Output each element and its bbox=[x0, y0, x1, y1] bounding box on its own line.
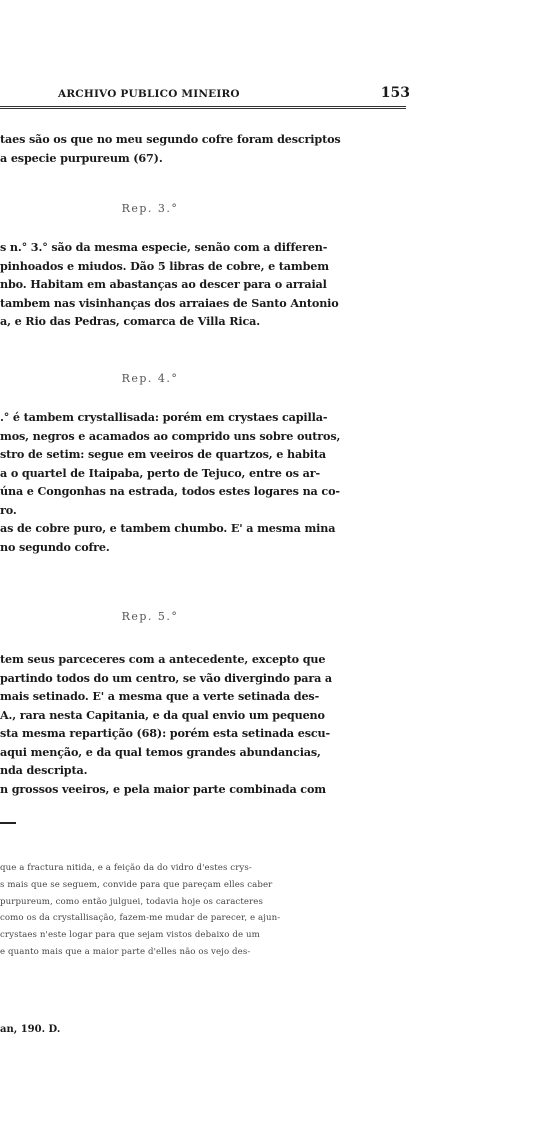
text-line: stro de setim: segue em veeiros de quartzos, e habita bbox=[0, 447, 326, 461]
text-line: A., rara nesta Capitania, e da qual envio um pequeno bbox=[0, 707, 325, 722]
running-title: ARCHIVO PUBLICO MINEIRO bbox=[58, 88, 240, 100]
text-line: no segundo cofre. bbox=[0, 539, 110, 554]
footnote-rule bbox=[0, 822, 16, 824]
footnote-block bbox=[0, 860, 410, 961]
header-rule bbox=[0, 106, 406, 109]
section-rep-4-text bbox=[0, 408, 410, 556]
section-heading-rep-5: Rep. 5.° bbox=[121, 610, 179, 623]
text-line: úna e Congonhas na estrada, todos estes logares na co- bbox=[0, 484, 340, 498]
page-number: 153 bbox=[380, 85, 410, 101]
text-line: mos, negros e acamados ao comprido uns sobre outros, bbox=[0, 428, 341, 443]
text-line: ro. bbox=[0, 502, 17, 517]
text-line: tem seus parceceres com a antecedente, excepto que bbox=[0, 652, 326, 666]
footnote-line: como os da crystallisação, fazem-me mudar de parecer, e ajun- bbox=[0, 913, 281, 924]
text-line: a o quartel de Itaipaba, perto de Tejuco, entre os ar- bbox=[0, 465, 320, 480]
section-heading-rep-4: Rep. 4.° bbox=[121, 372, 179, 385]
text-line: .° é tambem crystallisada: porém em crystaes capilla- bbox=[0, 410, 328, 424]
section-heading-rep-3: Rep. 3.° bbox=[121, 202, 179, 215]
section-rep-5-text bbox=[0, 650, 410, 798]
text-line: taes são os que no meu segundo cofre foram descriptos bbox=[0, 132, 341, 146]
text-line: partindo todos do um centro, se vão divergindo para a bbox=[0, 670, 333, 685]
text-line: aqui menção, e da qual temos grandes abundancias, bbox=[0, 744, 321, 759]
footnote-line: s mais que se seguem, convide para que pareçam elles caber bbox=[0, 879, 273, 890]
text-line: sta mesma repartição (68): porém esta setinada escu- bbox=[0, 726, 330, 740]
page-header bbox=[0, 86, 410, 106]
text-line: a especie purpureum (67). bbox=[0, 150, 163, 165]
text-line: s n.° 3.° são da mesma especie, senão com a differen- bbox=[0, 240, 328, 254]
text-line: mais setinado. E' a mesma que a verte setinada des- bbox=[0, 689, 320, 703]
text-line: nbo. Habitam em abastanças ao descer para o arraial bbox=[0, 277, 327, 291]
footnote-line: purpureum, como então julguei, todavia hoje os caracteres bbox=[0, 896, 263, 907]
footnote-line: que a fractura nitida, e a feição da do vidro d'estes crys- bbox=[0, 863, 252, 873]
footnote-line: e quanto mais que a maior parte d'elles não os vejo des- bbox=[0, 946, 251, 957]
text-line: tambem nas visinhanças dos arraiaes de Santo Antonio bbox=[0, 295, 339, 310]
footnote-line: crystaes n'este logar para que sejam vistos debaixo de um bbox=[0, 930, 260, 941]
text-line: n grossos veeiros, e pela maior parte combinada com bbox=[0, 781, 326, 796]
intro-paragraph bbox=[0, 130, 410, 167]
text-line: as de cobre puro, e tambem chumbo. E' a mesma mina bbox=[0, 521, 336, 535]
text-line: pinhoados e miudos. Dão 5 libras de cobre, e tambem bbox=[0, 258, 329, 273]
text-line: nda descripta. bbox=[0, 763, 88, 777]
text-line: a, e Rio das Pedras, comarca de Villa Rica. bbox=[0, 314, 260, 328]
section-rep-3-text bbox=[0, 238, 410, 331]
footnote-reference: an, 190. D. bbox=[0, 1024, 61, 1035]
